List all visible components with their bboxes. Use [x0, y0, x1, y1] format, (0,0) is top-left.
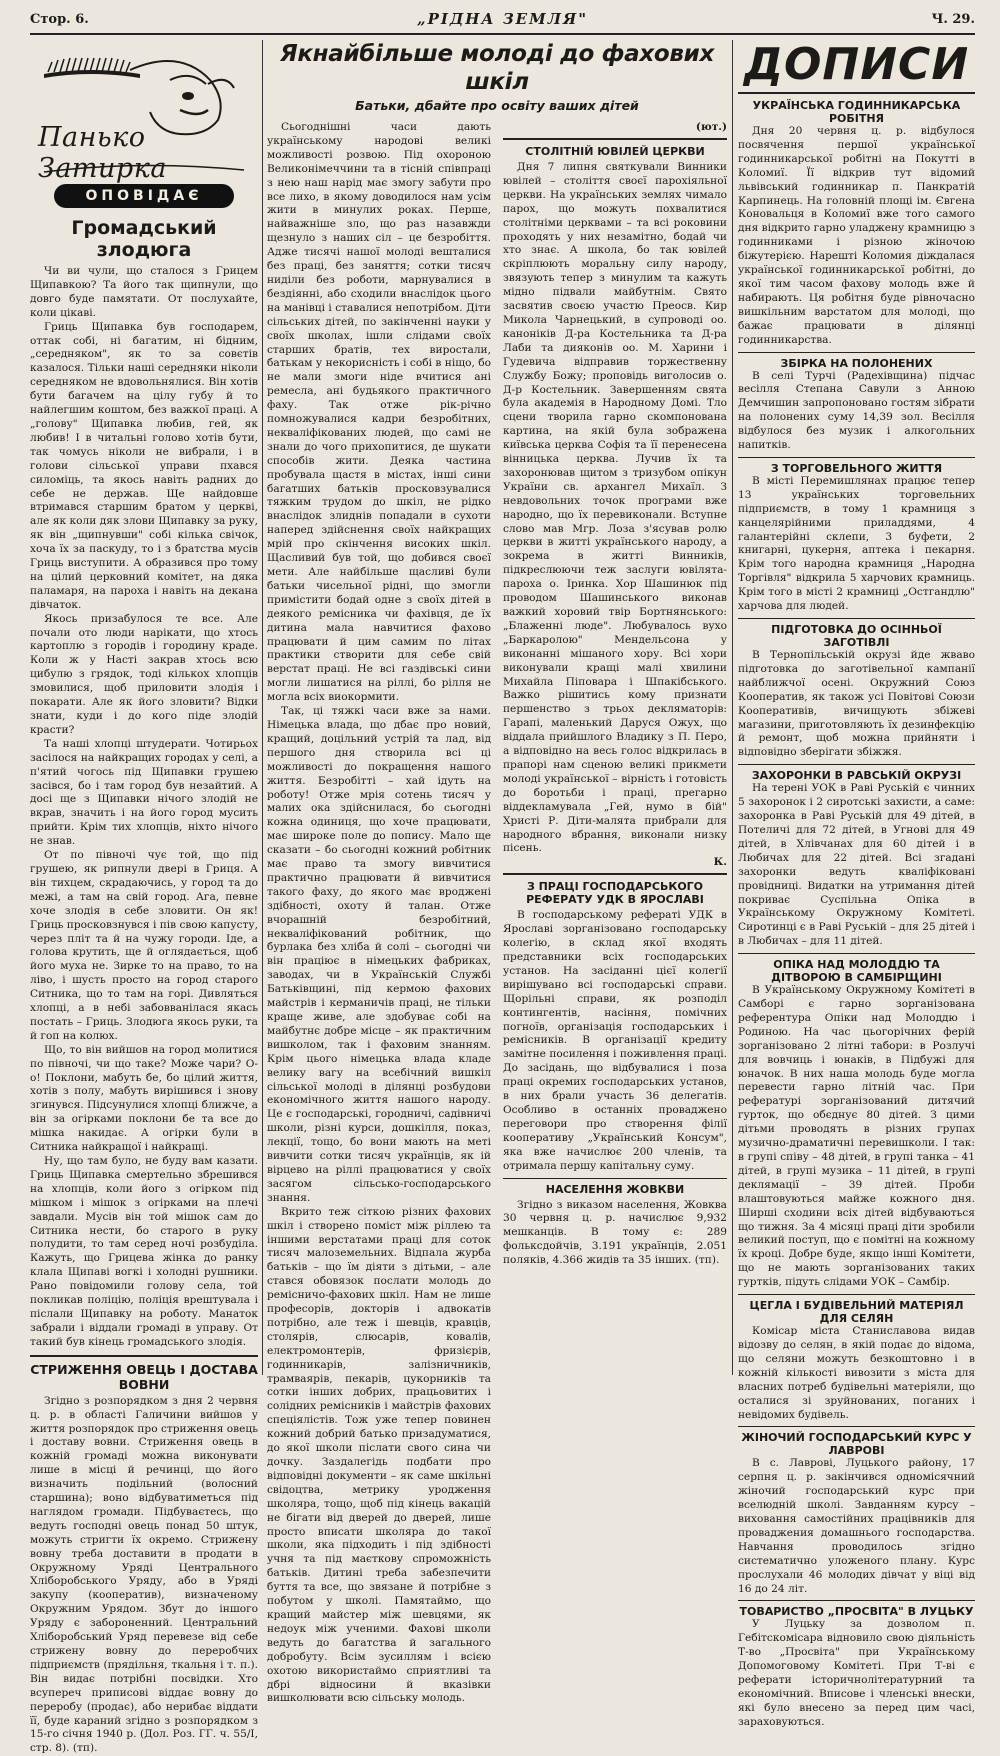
udk-body: [503, 909, 727, 1173]
header-rule: [30, 33, 975, 35]
story-body: [30, 265, 258, 1350]
story-paragraph: Чи ви чули, що сталося з Грицем Щипавкою? Та його так щипнули, що довго буде памятати. От послухайте, коли цікаві.: [30, 265, 258, 319]
section-divider: [738, 352, 975, 353]
main-paragraph: Вкрито теж сіткою різних фахових шкіл і створено поміст між ріллею та іншими верстатами праці для соток тисяч малоземельних. Відпала журба батьків – що їм діяти з дітьми, – але стався обовязок послати молодь до ремісничо-фахових шкіл. Нам не лише професорів, докторів і адвокатів потрібно, але теж і шевців, кравців, столярів, слюсарів, ковалів, електромонтерів, фризієрів, годинникарів, залізничників, трамваярів, пекарів, цукорників та сотки інших добрих, працьовитих і солідних ремісників і майстрів фахових спеціялістів. Тож уже тепер повинен кожний добрий батько призадуматися, до якої школи післати свого сина чи дочку. Заздалегідь подбати про відповідні документи – як саме шкільні свідоцтва, метрику уродження школяра, тощо, щоб під кінець вакацій не бігати від дверей до дверей, лише просто вписати школяра до такої школи, яка підходить і під здібності учня та під маєткову спроможність батьків. Дитині треба забезпечити буття та все, що звязане й потрібне з побутом у школі. Памятаймо, що кращий майстер між шевцями, як недоук між ученими. Фахові школи ведуть до багатства й загального добробуту. Всім зусиллям і всією охотою використаймо сприятливі та дбрі відносини й вказівки вишколювати всю сільську молодь.: [267, 1205, 491, 1705]
section-divider: [738, 1426, 975, 1427]
page-header: [30, 10, 975, 32]
sheep-title: СТРИЖЕННЯ ОВЕЦЬ І ДОСТАВА ВОВНИ: [30, 1361, 258, 1392]
udk-paragraph: В господарському рефераті УДК в Ярославі зорганізовано господарську колегію, в склад якої входять представники всіх господарських установ. На засіданні цієї колегії вирішувано всі господарські справи. Щорільні справи, як розподіл контингентів, насіння, помічних погноїв, організація господарських і ремісників. В організації кредиту замітне посилення і поживлення праці. До засідань, що відбувалися і поза праці окремих господарських установ, в них брали участь 36 делегатів. Особливо в останніх проваджено переговори про створення філії кооперативу „Український Консум", яка вже начислює 200 членів, та отримала першу капітальну суму.: [503, 909, 727, 1172]
dopys-title: ТОВАРИСТВО „ПРОСВІТА" В ЛУЦЬКУ: [739, 1605, 974, 1619]
sheep-paragraph: Згідно з розпорядком з дня 2 червня ц. р. в області Галичини вийшов у життя розпорядок про стриження овець і доставу вовни. Стриження овець в кожній громаді можна виконувати лише в місці й речинці, що його визначить подільний (волосний старшина); воно відбуватиметься під наглядом громади. Підбуваєтесь, що ведуть господні овець понад 50 штук, можуть стригти їх окремо. Стрижену вовну треба доставити в продати в Окружному Уряді Центрального Хліборобського Уряду, або в Уряді закупу (кооператив), визначеному Окружним Урядом. Збут до іншого Уряду є забороненний. Центральний Хліборобський Уряд перевезе від себе стрижену вовну до переробчих підприємств (прядільня, ткальня і т. п.). Він видає потрібні посвідки. Хто всупереч приписові віддає вовну до переробу (продає), або нерибає віддати її, буде караний згідно з розпорядком з 15-го січня 1940 р. (Дол. Роз. ГГ. ч. 55/І, стр. 8). (тп).: [30, 1394, 258, 1755]
main-article-title: Якнайбільше молоді до фахових шкіл: [279, 41, 715, 95]
section-divider: [738, 764, 975, 765]
column-divider: [262, 40, 263, 1375]
church-paragraph: Дня 7 липня святкували Винники ювілей – століття своєї парохіяльної церкви. На українських землях чимало парох, що можуть похвалитися столітніми церквами – та всі роковини проходять у них незамітно, бодай чи хто знає. А школа, бо так ювілей скріплюють моральну силу народу, звязують тепер з минулим та кажуть мідно підвали майбутнім. Свято засвятив своєю участю Преосв. Кир Микола Чарнецький, в супроводі оо. каноніків Д-ра Костельника та Д-ра Лаби та дияконів оо. М. Харини і Гудевича відправив торжественну Службу Божу; проповідь виголосив о. Д-р Костельник. Завершенням свята була академія в Народному Домі. Тло сцени творила гарно скомпонована картина, на якій була зображена київська церква Софія та її перенесена вінницька церква. Лучив їх та захоронював щитом з тризубом опікун України св. архангел Михаїл. З невдовольних точок програми вже народно, що їх перевиконали. Вступне слово мав Мгр. Лоза з'ясував ролю церкви в житті українського народу, а зокрема в житті Винників, підкреслюючи теж заслуги ювілята-пароха о. Іринка. Хор Шашинюк під проводом Шашинського виконав важкий хоровий твір Бортнянського: „Блаженні люде". Любувалось вухо „Баркаролою" Мендельсона у виконанні мішаного хору. Всі хори виконували кращі малі хвилини Михайла Піповара і Шпакібського. Важко рішитись кому признати першенство з трьох декляматорів: Гарапі, маленький Даруся Ожух, що віддала прийшлого Владику з Π. Перо, а відповідно на весь голос відкрилась в прапорі нам сценою великі прикмети молоді української – вірність і готовість до боротьби і праці, прегарно віддекламувала „Гей, нумо в бій" Христі Р. Діти-малята прибрали для народного вбрання, виконали низку пісень.: [503, 161, 727, 855]
main-article-subtitle: Батьки, дбайте про освіту ваших дітей: [355, 98, 639, 113]
column-divider: [732, 40, 733, 1375]
story-paragraph: Що, то він вийшов на город молитися по півночі, чи що таке? Може чари? О-о! Поклони, мабуть бе, бо цілий життя, хотів з полу, мабуть вирішився і знову згинувся. Підсунулися хлопці ближче, а він за огірками поклони бе та все до мішка накидає. А огірки були в Ситника найкращої і найкращі.: [30, 1043, 258, 1154]
dopys-title: ЗБІРКА НА ПОЛОНЕНИХ: [780, 356, 933, 370]
story-paragraph: Та наші хлопці штудерати. Чотирьох засілося на найкращих городах у селі, а п'ятий чогось під Щипавки грушею засівся, бо і там город був незайтий. А досі ще з Щипавки нічого злодій не вкрав, значить і на його город мусить прийти. Крім тих хлопців, ніхто нічого не знав.: [30, 737, 258, 848]
story-title: Громадський злодюга: [71, 217, 217, 261]
column-left: [30, 40, 258, 1755]
dopys-body: [738, 1618, 975, 1729]
udk-title: З ПРАЦІ ГОСПОДАРСЬКОГО РЕФЕРАТУ УДК В ЯРОСЛАВІ: [526, 880, 704, 907]
zhovkva-paragraph: Згідно з виказом населення, Жовква 30 червня ц. р. начислює 9,932 мешканців. В тому є: 289 фольксдойчів, 3.191 українців, 2.051 поляків, 4.366 жидів та 35 інших. (тп).: [503, 1198, 727, 1267]
main-signature: (ют.): [695, 121, 727, 133]
zhovkva-body: [503, 1199, 727, 1269]
section-divider: [30, 1355, 258, 1357]
dopys-body: [738, 1325, 975, 1422]
section-divider: [503, 138, 727, 140]
dopys-title: З ТОРГОВЕЛЬНОГО ЖИТТЯ: [770, 461, 943, 475]
dopys-body: [738, 475, 975, 614]
dopys-paragraph: В Тернопільській окрузі йде жваво підготовка до заготівельної кампанії найближчої осені. Окружний Союз Кооператив, як також усі Повітові Союзи Кооперативів, вичищують збіжеві магазини, приготовляють їх дезинфекцію й ремонт, щоб можна прийняти і відповідно зберігати збіжжя.: [738, 649, 975, 759]
dopys-title: ЗАХОРОНКИ В РАВСЬКІЙ ОКРУЗІ: [751, 769, 962, 783]
dopys-body: [738, 125, 975, 348]
dopys-body: [738, 370, 975, 453]
newspaper-title: „РІДНА ЗЕМЛЯ": [416, 10, 589, 28]
dopys-title: ЦЕГЛА І БУДІВЕЛЬНИЙ МАТЕРІЯЛ ДЛЯ СЕЛЯН: [749, 1299, 964, 1326]
church-title: СТОЛІТНІЙ ЮВІЛЕЙ ЦЕРКВИ: [525, 145, 705, 158]
dopys-body: [738, 984, 975, 1290]
dopys-paragraph: В місті Перемишлянах працює тепер 13 українських торговельних підприємств, в тому 1 крамниця з канцелярійними приладдями, 4 галантерійні склепи, 3 буфети, 2 книгарні, цукерня, аптека і пекарня. Крім того народна крамниця „Народна Торгівля" відкрила 5 харчових крамниць. Крім того в місті 2 крамниці „Остгандлю" харчова для людей.: [738, 474, 975, 613]
issue-number: Ч. 29.: [931, 12, 975, 27]
church-signature: К.: [713, 856, 727, 869]
section-divider: [738, 457, 975, 458]
column-logo-band: ОПОВІДАЄ: [54, 184, 234, 208]
dopys-paragraph: У Луцьку за дозволом п. Гебітскомісара відновило свою діяльність Т-во „Просвіта" при Українському Допомоговому Комітеті. При Т-ві є реферати історичнолітературний та економічний. Вписове і членські внески, які було внесено за перед цим часі, зараховуються.: [738, 1618, 975, 1728]
dopys-paragraph: Комісар міста Станиславова видав відозву до селян, в якій подає до відома, що селяни можуть безкоштовно і в кожній кількості вивозити з міста для власних потреб будівельні матеріяли, що осталися зі зруйнованих, поганих і невідомих будівель.: [738, 1325, 975, 1421]
dopys-paragraph: На терені УОК в Раві Руській є чинних 5 захоронок і 2 сиротські захисти, а саме: захоронка в Раві Руській для 49 дітей, в Потеличі для 72 дітей, в Угнові для 49 дітей, в Хлівчанах для 60 дітей і в Любичах для 22 дітей. Всі згадані захоронки ведуть кваліфіковані провідниці. Видатки на утримання дітей покриває Суспільна Опіка в Українському Окружному Комітеті. Сиротинці є в Раві Руській – для 25 дітей і в Любичах – для 11 дітей.: [738, 782, 975, 948]
section-divider: [503, 873, 727, 875]
dopys-paragraph: Дня 20 червня ц. р. відбулося посвячення першої української годинникарської робітні на Покутті в Коломиї. Її відкрив тут відомий львівський годинникар п. Панкратій Карпинець. На головній площі ім. Євгена Коновальця в Коломиї вже того самого дня відкрито гарно уладжену крамницю з годинниками і різною жіночою біжутерією. Нарешті Коломия діждалася української годинникарської робітні, до якої тим часом фахову молодь вже й набирають. Ця робітня буде рівночасно вишкільним варстатом для молоді, що бажає працювати в ділянці годинникарства.: [738, 125, 975, 346]
dopys-title: ЖІНОЧИЙ ГОСПОДАРСЬКИЙ КУРС У ЛАВРОВІ: [741, 1431, 972, 1458]
zhovkva-title: НАСЕЛЕННЯ ЖОВКВИ: [545, 1182, 685, 1196]
sheep-body: [30, 1395, 258, 1756]
story-paragraph: Якось призабулося те все. Але почали ото люди нарікати, що хтось картоплю з городів і городину краде. Коли ж у Насті закрав хтось всю цибулю з грядок, тоді кількох хлопців змовилися, щоб приловити злодія і покарати. Але як його зловити? Відки знати, куди і до кого піде злодій красти?: [30, 612, 258, 736]
main-paragraph: Так, ці тяжкі часи вже за нами. Німецька влада, що дбає про новий, кращий, доцільний устрій та лад, від першого дня створила всі ці можливості до покращення нашого життя. Безробітті – хай ідуть на роботу! Отже мрія сотень тисяч у малих ока здійснилася, бо сьогодні кожна одиниця, що хоче працювати, має широке поле до попису. Мало ще сказати – бо сьогодні кожний робітник має право та змогу вивчитися практично працювати й вивчитися такого фаху, до якого має вроджені здібності, охоту й талан. Отже вчорашній безробітний, некваліфікований робітник, що бурлака без хліба й солі – сьогодні чи він праціює в німецьких фабриках, заводах, чи в Українській Службі Батьківщині, під кермою фахових майстрів і керманичів праці, не тільки краще живе, але здобуває собі на майбутнє добре місце – як практичним вишколом, так і фаховим знанням. Крім цього німецька влада кладе велику вагу на всебічний вишкіл сільської молоді в ділянці розбудови економічного життя нашого народу. Це є господарські, городничі, садівничі школи, різні курси, дошкілля, показ, лекції, тощо, бо вони мають на меті вивчити сотки тисяч українців, як ій вірцево на ріллі працюватися у своїх засягом сільсько-господарського знання.: [267, 705, 491, 1204]
story-paragraph: Гриць Щипавка був господарем, оттак собі, ні багатим, ні бідним, „середняком", як то за совєтів казалося. Тільки наші середняки ніколи середняком не вдовольнялися. Він хотів бути багачем на цілу губу й то найлегшим коштом, без важкої праці. А „голову" Щипавка любив, гей, як любив! І в читальні голово хотів бути, так чомусь ніколи не вибрали, і в голови сільської управи пхався силоміць, та якось навіть радних до себе не держав. Ще найдовше втримався старшим братом у церкві, але як коли дяк злови Щипавку за руку, як він „щипнувши" собі кілька свічок, хоча їх за паскуду, то і з братства мусів Гриць виступити. А образився про тому на цілий церковний комітет, на дяка паламаря, на пароха і навіть на декана дівчаток.: [30, 320, 258, 611]
section-divider: [503, 1178, 727, 1179]
story-paragraph: Ну, що там було, не буду вам казати. Гриць Щипавка смертельно збрешився на хлопців, коли його з огірком під мішком і мішок з огірками на плечі завдали. Мусів він той мішок сам до Ситника нести, бо старого в руку полудити, то там серед ночі розбуділа. Кажуть, що Грицева жінка до ранку клала Щипаві вогкі і холодні рушники. Рано повідомили голову села, той покликав поліцію, поліція врештувала і післали Щипавку на роботу. Манаток забрали і віддали громаді в управу. От такий був кінець громадського злодія.: [30, 1155, 258, 1348]
column-right: [738, 39, 975, 1728]
dopys-paragraph: В селі Турчі (Радехівщина) підчас весілля Степана Савули з Анною Демчишин запропоновано гостям зібрати на полонених суму 14,39 зол. Весілля відбулося без музик і алкогольних напитків.: [738, 369, 975, 452]
dopys-paragraph: В Українському Окружному Комітеті в Самборі є гарно зорганізована референтура Опіки над Молоддю і Родиною. На час цьогорічних ферій зорганізовано 2 літні табори: в Розлучі для вовчиць і юнаків, в Підбужі для юначок. В них наша молодь буде могла перевести гарно літній час. При рефературі зорганізований дитячий гурток, що обєднує 80 дітей. З цими дітьми проводять в різних групах музично-драматичні перевишколи. І так: в групі співу – 48 дітей, в групі танка – 41 дітей, в групі музика – 11 дітей, в групі деклямації – 39 дітей. Проби влаштовуються майже кожного дня. Ширші сходини всіх дітей відбуваються що тижня. За 4 місяці праці діти зробили великий поступ, що є помітні на кожному їх кроці. Добре буде, якщо інші Комітети, що не мають зорганізованих таких гуртків, підуть слідами УОК – Самбір.: [738, 984, 975, 1289]
dopys-body: [738, 1457, 975, 1596]
column-logo: [30, 40, 258, 204]
church-body: [503, 161, 727, 856]
section-divider: [738, 1294, 975, 1295]
column-logo-title: Панько Затирка: [38, 122, 167, 184]
dopys-title: ОПІКА НАД МОЛОДДЮ ТА ДІТВОРОЮ В САМБІРЩИНІ: [771, 958, 942, 985]
dopys-paragraph: В с. Лаврові, Луцького району, 17 серпня ц. р. закінчився одномісячний жіночий господарський курс при вселюдній школі. Завданням курсу – виховання самостійних працівників для проваджения домашнього господарства. Навчання проводилось згідно систематично уложеного плану. Курс прослухали 46 молодих дівчат у віці від 16 до 24 літ.: [738, 1457, 975, 1595]
story-paragraph: От по півночі чує той, що під грушею, як рипнули двері в Гриця. А він тихцем, скрадаючись, у город та до межі, а там на свій город. Ага, певне хоче злодія в себе зловити. Он як! Гриць просковзнувся і пів свою капусту, через пліт та й на чужу городи. Іде, а голова крутить, ще й оглядається, щоб його муха не. Зирке то на право, то на ліво, і шусть просто на город старого Ситника, що то там на горі. Дивляться хлопці, а в небі забовванілася якась постать – Гриць. Злодюга якось руки, та й гоп на колюх.: [30, 849, 258, 1042]
section-divider: [738, 1600, 975, 1601]
main-article-col-a: [267, 121, 491, 1705]
section-divider: [738, 92, 975, 94]
page-number: Стор. 6.: [30, 12, 89, 27]
column-center: [267, 40, 727, 1705]
section-divider: [738, 618, 975, 619]
main-article-col-b: [503, 121, 727, 1386]
dopys-title: ПІДГОТОВКА ДО ОСІННЬОЇ ЗАГОТІВЛІ: [771, 623, 942, 649]
main-paragraph: Сьогоднішні часи дають українському народові великі можливості розвою. Під охороною Великонімеччини та в тісній співпраці з нею наш нарід має змогу забути про все лихо, в якому доводилося нам усім жити в минулих роках. Перше, найважніше зло, що раз назавжди щезнуло з наших сіл – це безробіття. Адже тисячі нашої молоді вешталися без праці, без заняття; сотки тисяч ниділи без роботи, марнувалися в бездіянні, або сходили внаслідок цього на манівці і ставалися непотрібом. Діти сільських дітей, по закінченні науки у своїх школах, ішли слідами своїх старших братів, тех виростали, батькам у некорисність і собі в ніщо, бо не мали змоги ніде вчитися ані ремесла, ані будьякого практичного фаху. Так отже рік-річно помножувалися кадри безробітних, некваліфікованих людей, що самі не знали до чого прихопитися, де шукати способів жити. Деяка частина пробувала щастя в містах, інші сини багатших батьків просковзувалися тяжким трудом до шкіл, не рідко внаслідок злиднів попадали в сухоти наперед здійснення своїх найкращих мрій про скінчення високих шкіл. Щасливий був той, що добився своєї мети. Але найбільше щасливі були батьки чисельної рідні, що змогли примістити бодай одне з своїх дітей в деякого ремісника чи фахівця, де їх дитина мала навчитися фахово працювати й цим самим по літах практики створити для себе свій верстат праці. Не всі газдівські сини могли лишатися на ріллі, бо рілля не могла всіх виокормити.: [267, 121, 491, 704]
dopys-body: [738, 649, 975, 760]
dopys-title: УКРАЇНСЬКА ГОДИННИКАРСЬКА РОБІТНЯ: [752, 99, 961, 125]
dopys-body: [738, 782, 975, 949]
section-divider: [738, 953, 975, 954]
dopysy-title: ДОПИСИ: [743, 39, 970, 90]
